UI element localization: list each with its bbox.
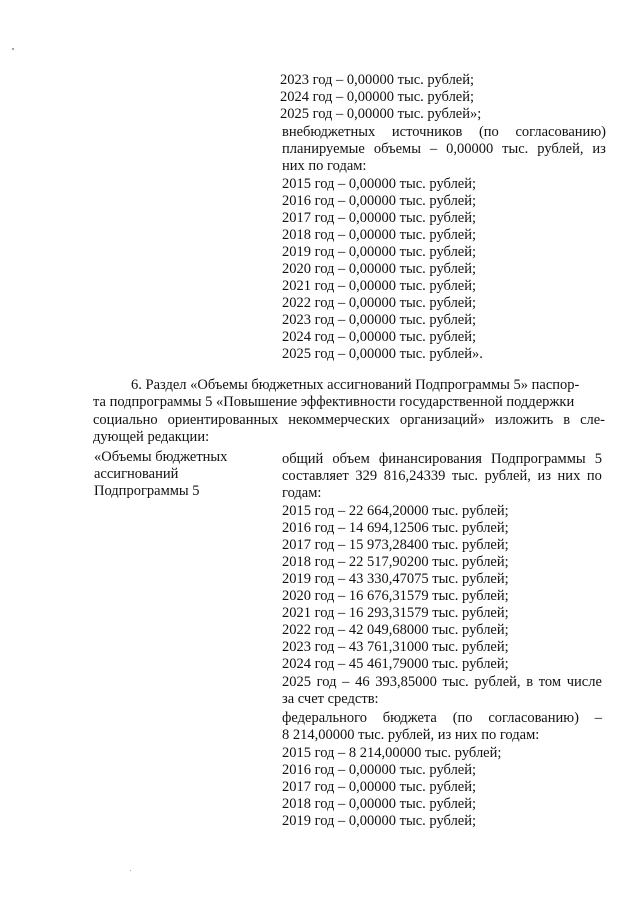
year-line: 2019 год – 43 330,47075 тыс. рублей; bbox=[282, 571, 509, 587]
justified-line: внебюджетных источников (по согласованию) bbox=[282, 124, 606, 140]
year-line: 2020 год – 16 676,31579 тыс. рублей; bbox=[282, 588, 509, 604]
paragraph-line: та подпрограммы 5 «Повышение эффективности государственной поддержки bbox=[93, 394, 575, 410]
text-line: них по годам: bbox=[282, 158, 367, 174]
year-line: 2015 год – 0,00000 тыс. рублей; bbox=[282, 176, 477, 192]
year-line: 2017 год – 15 973,28400 тыс. рублей; bbox=[282, 537, 509, 553]
year-line: 2018 год – 0,00000 тыс. рублей; bbox=[282, 227, 477, 243]
year-line: 2018 год – 22 517,90200 тыс. рублей; bbox=[282, 554, 509, 570]
year-line: 2015 год – 8 214,00000 тыс. рублей; bbox=[282, 745, 502, 761]
year-line: 2024 год – 0,00000 тыс. рублей; bbox=[282, 329, 477, 345]
year-line: 2016 год – 14 694,12506 тыс. рублей; bbox=[282, 520, 509, 536]
paragraph-line: дующей редакции: bbox=[93, 429, 210, 445]
year-line: 2015 год – 22 664,20000 тыс. рублей; bbox=[282, 503, 509, 519]
justified-line: 2025 год – 46 393,85000 тыс. рублей, в том числе bbox=[282, 674, 602, 690]
year-line: 2024 год – 45 461,79000 тыс. рублей; bbox=[282, 656, 509, 672]
text-line: за счет средств: bbox=[282, 691, 379, 707]
year-line: 2019 год – 0,00000 тыс. рублей; bbox=[282, 813, 477, 829]
text-line: 8 214,00000 тыс. рублей, из них по годам: bbox=[282, 727, 540, 743]
year-line: 2022 год – 0,00000 тыс. рублей; bbox=[282, 295, 477, 311]
paragraph-line: 6. Раздел «Объемы бюджетных ассигнований Подпрограммы 5» паспор- bbox=[131, 377, 580, 393]
year-line: 2017 год – 0,00000 тыс. рублей; bbox=[282, 210, 477, 226]
year-line: 2021 год – 16 293,31579 тыс. рублей; bbox=[282, 605, 509, 621]
year-line: 2025 год – 0,00000 тыс. рублей». bbox=[282, 346, 483, 362]
justified-line: общий объем финансирования Подпрограммы 5 bbox=[282, 451, 602, 467]
justified-line: социально ориентированных некоммерческих организаций» изложить в сле- bbox=[93, 412, 605, 428]
text-line: 2025 год – 0,00000 тыс. рублей»; bbox=[280, 106, 482, 122]
year-line: 2018 год – 0,00000 тыс. рублей; bbox=[282, 796, 477, 812]
year-line: 2023 год – 43 761,31000 тыс. рублей; bbox=[282, 639, 509, 655]
text-line: 2023 год – 0,00000 тыс. рублей; bbox=[280, 72, 475, 88]
year-line: 2016 год – 0,00000 тыс. рублей; bbox=[282, 762, 477, 778]
year-line: 2020 год – 0,00000 тыс. рублей; bbox=[282, 261, 477, 277]
year-line: 2019 год – 0,00000 тыс. рублей; bbox=[282, 244, 477, 260]
scan-speck bbox=[12, 48, 14, 50]
table-left-cell-line: Подпрограммы 5 bbox=[94, 483, 200, 499]
year-line: 2022 год – 42 049,68000 тыс. рублей; bbox=[282, 622, 509, 638]
table-left-cell-line: ассигнований bbox=[94, 466, 179, 482]
year-line: 2017 год – 0,00000 тыс. рублей; bbox=[282, 779, 477, 795]
year-line: 2016 год – 0,00000 тыс. рублей; bbox=[282, 193, 477, 209]
text-line: годам: bbox=[282, 485, 322, 501]
year-line: 2023 год – 0,00000 тыс. рублей; bbox=[282, 312, 477, 328]
justified-line: федерального бюджета (по согласованию) – bbox=[282, 710, 602, 726]
justified-line: составляет 329 816,24339 тыс. рублей, из них по bbox=[282, 468, 602, 484]
scan-speck bbox=[130, 870, 131, 871]
table-left-cell-line: «Объемы бюджетных bbox=[94, 449, 228, 465]
year-line: 2021 год – 0,00000 тыс. рублей; bbox=[282, 278, 477, 294]
justified-line: планируемые объемы – 0,00000 тыс. рублей, из bbox=[282, 141, 606, 157]
text-line: 2024 год – 0,00000 тыс. рублей; bbox=[280, 89, 475, 105]
